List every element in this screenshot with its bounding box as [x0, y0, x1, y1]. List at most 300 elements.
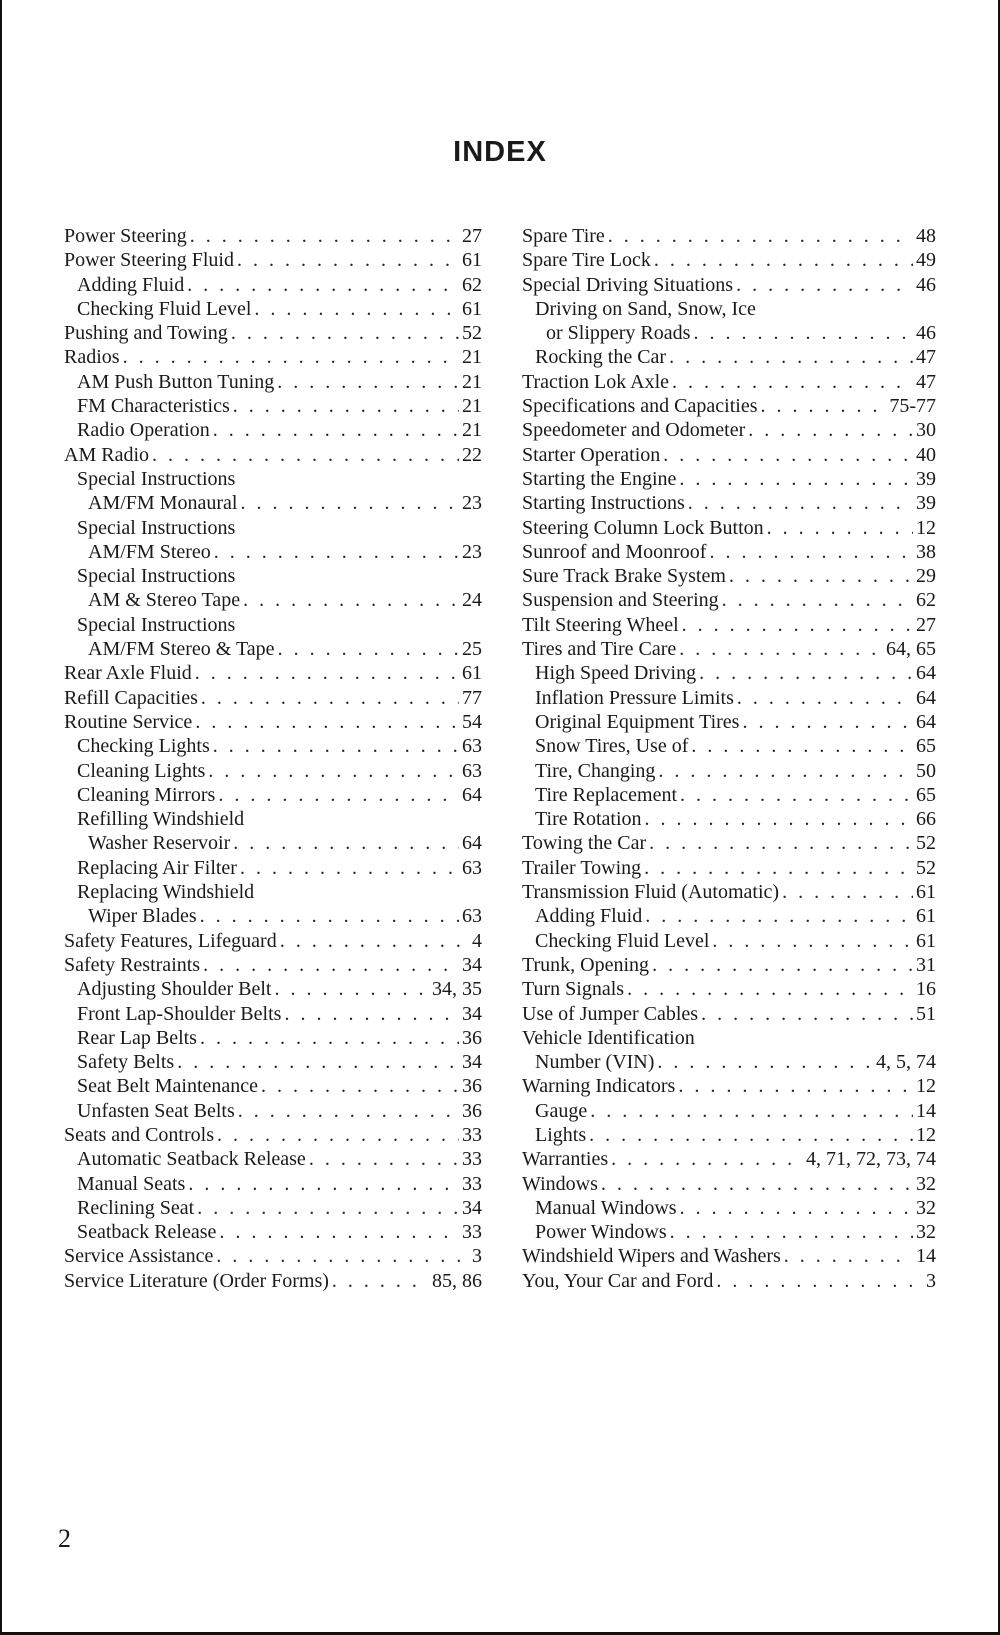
index-entry-label: Traction Lok Axle [522, 370, 670, 393]
index-entry-page: 27 [462, 225, 482, 247]
dot-leader [611, 1147, 803, 1171]
index-entry-page: 75-77 [889, 395, 936, 418]
index-entry-label: Special Instructions [77, 613, 236, 636]
index-entry [522, 1269, 936, 1293]
dot-leader [280, 929, 469, 953]
dot-leader [233, 394, 459, 418]
dot-leader [231, 321, 459, 345]
index-entry-page: 62 [916, 589, 936, 612]
index-entry [522, 467, 936, 491]
dot-leader [213, 734, 459, 758]
index-entry-page: 34 [462, 953, 482, 976]
index-entry-label: Checking Fluid Level [77, 297, 252, 320]
index-entry-label: Trailer Towing [522, 856, 642, 879]
index-entry [522, 273, 936, 297]
index-entry [522, 1026, 936, 1050]
index-entry-label: Warning Indicators [522, 1075, 676, 1098]
dot-leader [657, 1050, 873, 1074]
index-entry-label: Checking Lights [77, 735, 210, 758]
index-entry [522, 710, 936, 734]
dot-leader [188, 1172, 459, 1196]
index-entry-page: 3 [926, 1269, 936, 1292]
index-entry-page: 33 [462, 1172, 482, 1195]
index-entry [522, 613, 936, 637]
index-entry-label: Turn Signals [522, 978, 625, 1001]
dot-leader [627, 977, 913, 1001]
index-entry-page: 12 [916, 1075, 936, 1098]
dot-leader [672, 370, 913, 394]
dot-leader [261, 1074, 459, 1098]
dot-leader [240, 856, 459, 880]
index-entry [64, 831, 482, 855]
index-entry-page: 52 [916, 832, 936, 855]
index-entry-page: 61 [916, 905, 936, 928]
index-entry-page: 3 [472, 1245, 482, 1268]
index-entry [522, 1196, 936, 1220]
dot-leader [200, 1026, 459, 1050]
index-entry-label: Special Driving Situations [522, 273, 734, 296]
dot-leader [654, 248, 913, 272]
index-entry-label: Service Literature (Order Forms) [64, 1269, 329, 1292]
index-entry [64, 783, 482, 807]
index-entry-page: 38 [916, 540, 936, 563]
dot-leader [216, 1244, 469, 1268]
index-entry-label: Use of Jumper Cables [522, 1002, 699, 1025]
dot-leader [742, 710, 913, 734]
index-entry-label: Special Instructions [77, 516, 236, 539]
index-entry [522, 345, 936, 369]
index-entry-label: Seatback Release [77, 1221, 217, 1244]
dot-leader [123, 345, 459, 369]
index-entry [522, 540, 936, 564]
index-entry-label: Replacing Windshield [77, 881, 255, 904]
dot-leader [767, 516, 913, 540]
dot-leader [736, 273, 913, 297]
index-entry-label: Pushing and Towing [64, 322, 228, 345]
dot-leader [682, 613, 913, 637]
index-entry [64, 273, 482, 297]
index-entry-page: 12 [916, 516, 936, 539]
index-entry [522, 394, 936, 418]
dot-leader [200, 904, 459, 928]
dot-leader [699, 661, 913, 685]
dot-leader [177, 1050, 459, 1074]
index-entry [522, 929, 936, 953]
index-entry-page: 32 [916, 1172, 936, 1195]
index-entry-page: 49 [916, 249, 936, 272]
dot-leader [195, 661, 459, 685]
dot-leader [760, 394, 886, 418]
index-entry-label: Special Instructions [77, 565, 236, 588]
index-entry [64, 321, 482, 345]
index-entry [522, 224, 936, 248]
index-entry-label: Starter Operation [522, 443, 661, 466]
index-entry [64, 710, 482, 734]
index-entry-page: 29 [916, 565, 936, 588]
index-entry-page: 14 [916, 1245, 936, 1268]
index-entry-label: Power Windows [535, 1221, 667, 1244]
index-entry [522, 880, 936, 904]
dot-leader [278, 637, 459, 661]
index-entry [64, 929, 482, 953]
index-entry-label: Trunk, Opening [522, 953, 650, 976]
dot-leader [737, 686, 913, 710]
index-entry [522, 516, 936, 540]
index-entry-page: 21 [462, 370, 482, 393]
index-entry [64, 977, 482, 1001]
index-entry-page: 64 [916, 686, 936, 709]
index-entry [64, 1196, 482, 1220]
index-entry [64, 1099, 482, 1123]
index-entry-label: Windshield Wipers and Washers [522, 1245, 781, 1268]
index-entry [64, 904, 482, 928]
index-entry-label: Seats and Controls [64, 1123, 214, 1146]
index-entry [522, 661, 936, 685]
index-entry [522, 977, 936, 1001]
index-entry-page: 36 [462, 1075, 482, 1098]
dot-leader [679, 637, 883, 661]
index-entry [64, 491, 482, 515]
index-entry [64, 880, 482, 904]
dot-leader [217, 1123, 459, 1147]
index-entry-label: Manual Windows [535, 1196, 677, 1219]
index-entry-label: Safety Restraints [64, 953, 201, 976]
index-entry [522, 1074, 936, 1098]
index-entry [64, 953, 482, 977]
index-entry [64, 370, 482, 394]
index-entry-label: Tire, Changing [535, 759, 656, 782]
index-entry-label: Checking Fluid Level [535, 929, 710, 952]
index-entry [522, 418, 936, 442]
index-entry-label: Safety Features, Lifeguard [64, 929, 277, 952]
index-entry [64, 1050, 482, 1074]
index-entry-label: Driving on Sand, Snow, Ice [535, 297, 756, 320]
index-entry-page: 30 [916, 419, 936, 442]
index-entry [522, 686, 936, 710]
index-entry-page: 34, 35 [432, 978, 482, 1001]
index-entry-page: 61 [462, 249, 482, 272]
index-entry [64, 443, 482, 467]
dot-leader [784, 1244, 913, 1268]
index-entry-page: 33 [462, 1123, 482, 1146]
index-entry [522, 1147, 936, 1171]
index-entry-page: 61 [462, 297, 482, 320]
index-entry-page: 63 [462, 856, 482, 879]
index-entry-page: 66 [916, 808, 936, 831]
dot-leader [254, 297, 459, 321]
index-entry-page: 21 [462, 346, 482, 369]
index-entry-label: Automatic Seatback Release [77, 1148, 306, 1171]
index-entry-label: Tire Rotation [535, 808, 642, 831]
index-entry [64, 467, 482, 491]
index-entry-label: FM Characteristics [77, 395, 230, 418]
index-entry-label: Towing the Car [522, 832, 647, 855]
index-entry [522, 443, 936, 467]
index-entry-label: Suspension and Steering [522, 589, 719, 612]
index-entry-label: Rear Lap Belts [77, 1026, 197, 1049]
index-entry-page: 32 [916, 1196, 936, 1219]
index-entry [522, 904, 936, 928]
dot-leader [332, 1269, 429, 1293]
index-entry-page: 54 [462, 710, 482, 733]
index-entry-label: Starting the Engine [522, 467, 677, 490]
index-entry-page: 52 [916, 856, 936, 879]
dot-leader [197, 1196, 459, 1220]
index-entry-label: Radios [64, 346, 120, 369]
index-entry-page: 34 [462, 1196, 482, 1219]
dot-leader [277, 370, 459, 394]
index-entry-page: 31 [916, 953, 936, 976]
dot-leader [748, 418, 913, 442]
index-entry [64, 540, 482, 564]
index-entry [64, 613, 482, 637]
index-entry-page: 48 [916, 225, 936, 247]
index-entry [64, 1220, 482, 1244]
index-entry [64, 734, 482, 758]
index-entry [64, 588, 482, 612]
index-entry-label: Seat Belt Maintenance [77, 1075, 259, 1098]
index-entry-label: Radio Operation [77, 419, 210, 442]
dot-leader [644, 856, 913, 880]
index-entry [64, 418, 482, 442]
index-entry [64, 637, 482, 661]
index-entry-page: 23 [462, 540, 482, 563]
index-entry [64, 661, 482, 685]
index-entry [64, 686, 482, 710]
index-entry-page: 39 [916, 467, 936, 490]
index-entry-page: 85, 86 [432, 1269, 482, 1292]
index-entry-label: Adding Fluid [535, 905, 643, 928]
dot-leader [688, 491, 913, 515]
dot-leader [240, 491, 459, 515]
index-entry [522, 370, 936, 394]
index-entry-page: 21 [462, 419, 482, 442]
dot-leader [645, 904, 913, 928]
index-entry [522, 1123, 936, 1147]
index-entry-page: 27 [916, 613, 936, 636]
index-entry-page: 63 [462, 905, 482, 928]
index-entry-label: Power Steering [64, 225, 187, 247]
index-entry-page: 32 [916, 1221, 936, 1244]
index-entry [522, 1002, 936, 1026]
index-entry-page: 36 [462, 1026, 482, 1049]
dot-leader [729, 564, 913, 588]
dot-leader [679, 467, 913, 491]
dot-leader [218, 783, 459, 807]
index-entry-page: 61 [462, 662, 482, 685]
index-entry-label: Windows [522, 1172, 598, 1195]
index-entry-label: Sunroof and Moonroof [522, 540, 707, 563]
index-entry-label: Transmission Fluid (Automatic) [522, 881, 780, 904]
index-entry-page: 33 [462, 1148, 482, 1171]
dot-leader [233, 831, 459, 855]
index-entry [64, 1026, 482, 1050]
index-entry-page: 23 [462, 492, 482, 515]
index-entry-label: Rear Axle Fluid [64, 662, 192, 685]
dot-leader [201, 686, 459, 710]
index-entry-label: Adjusting Shoulder Belt [77, 978, 272, 1001]
index-entry [522, 759, 936, 783]
index-entry-label: AM/FM Stereo & Tape [88, 638, 275, 661]
index-entry-page: 22 [462, 443, 482, 466]
index-entry-label: Spare Tire Lock [522, 249, 651, 272]
index-entry-page: 36 [462, 1099, 482, 1122]
index-entry-page: 4, 71, 72, 73, 74 [806, 1148, 936, 1171]
dot-leader [152, 443, 459, 467]
dot-leader [716, 1269, 923, 1293]
index-entry-label: Safety Belts [77, 1051, 175, 1074]
index-entry-label: AM & Stereo Tape [88, 589, 241, 612]
index-entry [522, 783, 936, 807]
index-entry-page: 64 [462, 832, 482, 855]
index-entry-page: 64 [916, 710, 936, 733]
index-entry-page: 47 [916, 346, 936, 369]
index-entry-page: 4, 5, 74 [876, 1051, 936, 1074]
index-entry-label: Refill Capacities [64, 686, 198, 709]
dot-leader [589, 1123, 913, 1147]
index-entry [522, 1099, 936, 1123]
index-entry-label: Reclining Seat [77, 1196, 195, 1219]
page-title: INDEX [453, 136, 547, 168]
index-entry [522, 856, 936, 880]
index-entry-page: 65 [916, 735, 936, 758]
index-entry-label: Tires and Tire Care [522, 638, 677, 661]
index-entry-label: Washer Reservoir [88, 832, 231, 855]
index-entry-label: AM/FM Stereo [88, 540, 211, 563]
index-entry-page: 33 [462, 1221, 482, 1244]
index-entry-label: You, Your Car and Ford [522, 1269, 714, 1292]
dot-leader [187, 273, 459, 297]
index-entry-page: 77 [462, 686, 482, 709]
dot-leader [601, 1172, 913, 1196]
index-entry-label: Original Equipment Tires [535, 710, 740, 733]
index-entry-page: 46 [916, 273, 936, 296]
dot-leader [590, 1099, 913, 1123]
index-entry [64, 1147, 482, 1171]
index-entry [64, 345, 482, 369]
dot-leader [274, 977, 429, 1001]
index-entry [522, 831, 936, 855]
index-entry [64, 856, 482, 880]
index-entry-label: Spare Tire [522, 225, 605, 247]
index-entry [64, 1244, 482, 1268]
index-entry-page: 61 [916, 881, 936, 904]
index-entry-label: Steering Column Lock Button [522, 516, 764, 539]
dot-leader [680, 1196, 913, 1220]
index-entry [522, 1220, 936, 1244]
dot-leader [693, 321, 913, 345]
index-entry-label: Sure Track Brake System [522, 565, 726, 588]
index-entry [64, 248, 482, 272]
index-column-right [522, 224, 936, 1293]
dot-leader [678, 1074, 913, 1098]
index-entry-label: Warranties [522, 1148, 609, 1171]
index-entry-page: 14 [916, 1099, 936, 1122]
index-entry [64, 224, 482, 248]
index-entry-label: Gauge [535, 1099, 588, 1122]
index-entry-page: 50 [916, 759, 936, 782]
index-entry-label: Routine Service [64, 710, 193, 733]
index-entry-label: Starting Instructions [522, 492, 685, 515]
dot-leader [214, 540, 459, 564]
index-entry [64, 394, 482, 418]
dot-leader [680, 783, 913, 807]
index-entry-label: Specifications and Capacities [522, 395, 758, 418]
index-entry-page: 51 [916, 1002, 936, 1025]
dot-leader [782, 880, 913, 904]
index-column-left [64, 224, 482, 1293]
index-entry-label: Tilt Steering Wheel [522, 613, 679, 636]
index-entry [64, 759, 482, 783]
index-entry-label: Manual Seats [77, 1172, 186, 1195]
dot-leader [309, 1147, 459, 1171]
dot-leader [208, 759, 459, 783]
index-entry [522, 491, 936, 515]
index-entry-page: 4 [472, 929, 482, 952]
index-entry [64, 1002, 482, 1026]
dot-leader [709, 540, 913, 564]
page-number: 2 [58, 1524, 71, 1553]
dot-leader [195, 710, 459, 734]
index-entry [522, 734, 936, 758]
index-entry-page: 12 [916, 1123, 936, 1146]
dot-leader [645, 807, 914, 831]
dot-leader [238, 1099, 459, 1123]
index-entry-page: 65 [916, 783, 936, 806]
index-entry-label: Lights [535, 1123, 587, 1146]
dot-leader [722, 588, 913, 612]
dot-leader [663, 443, 913, 467]
index-entry [522, 1172, 936, 1196]
dot-leader [190, 224, 459, 248]
index-entry-page: 24 [462, 589, 482, 612]
index-entry [522, 588, 936, 612]
index-entry-label: Inflation Pressure Limits [535, 686, 734, 709]
index-entry-page: 21 [462, 395, 482, 418]
index-entry [64, 1074, 482, 1098]
dot-leader [658, 759, 913, 783]
dot-leader [701, 1002, 913, 1026]
index-entry-label: Rocking the Car [535, 346, 667, 369]
dot-leader [652, 953, 913, 977]
index-entry-label: Cleaning Lights [77, 759, 206, 782]
index-entry-label: Adding Fluid [77, 273, 185, 296]
dot-leader [712, 929, 913, 953]
index-entry-label: Tire Replacement [535, 783, 678, 806]
index-entry-label: Vehicle Identification [522, 1026, 695, 1049]
dot-leader [284, 1002, 459, 1026]
index-entry-label: Number (VIN) [535, 1051, 655, 1074]
index-entry-page: 52 [462, 322, 482, 345]
index-entry-page: 16 [916, 978, 936, 1001]
index-entry [64, 516, 482, 540]
index-entry-label: Wiper Blades [88, 905, 197, 928]
dot-leader [203, 953, 459, 977]
dot-leader [669, 345, 913, 369]
index-entry [64, 1172, 482, 1196]
index-entry-label: Power Steering Fluid [64, 249, 234, 272]
index-entry-label: Refilling Windshield [77, 808, 245, 831]
index-entry-page: 63 [462, 759, 482, 782]
index-entry-page: 61 [916, 929, 936, 952]
index-entry-page: 62 [462, 273, 482, 296]
index-entry [522, 248, 936, 272]
index-entry-label: or Slippery Roads [546, 322, 691, 345]
index-entry-label: Unfasten Seat Belts [77, 1099, 235, 1122]
index-entry-label: Snow Tires, Use of [535, 735, 689, 758]
index-entry [64, 297, 482, 321]
index-entry-page: 64, 65 [886, 638, 936, 661]
